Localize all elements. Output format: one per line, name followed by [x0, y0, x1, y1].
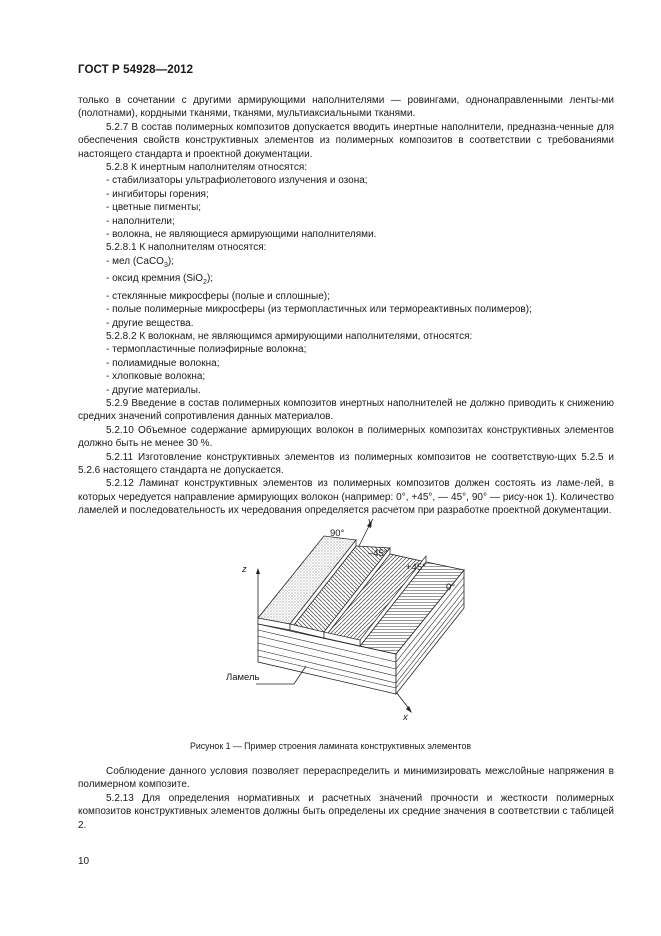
clause-5-2-8: 5.2.8 К инертным наполнителям относятся: [106, 162, 308, 174]
clause-5-2-11: 5.2.11 Изготовление конструктивных элементов из полимерных композитов не соответствую-щих 5.2.5 и 5.2.6 настоящего стандарта не допускается. [78, 451, 614, 476]
z-axis-arrow [256, 568, 260, 574]
chalk-end: ); [167, 255, 174, 267]
list-item: - другие материалы. [106, 384, 201, 396]
list-item: - цветные пигменты; [106, 202, 202, 214]
list-item: - полые полимерные микросферы (из термопластичных или термореактивных полимеров); [106, 304, 532, 316]
lamel-label: Ламель [226, 672, 260, 683]
list-item: - наполнители; [106, 215, 175, 227]
laminate-figure [210, 514, 470, 728]
angle-label-0: 0° [446, 582, 456, 593]
page-number: 10 [78, 856, 90, 867]
axis-label-x: x [403, 712, 408, 723]
list-item: - термопластичные полиэфирные волокна; [106, 344, 307, 356]
clause-5-2-12: 5.2.12 Ламинат конструктивных элементов из полимерных композитов должен состоять из ламе-лей, в которых чередуется направление армирующих волокон (например: 0°, +45°, — 45°, 90° — рису-нок 1). Количество ламелей и последовательность их чередования определяется расчетом при разработке проектной документации. [78, 478, 614, 517]
chalk-subscript: 3 [163, 261, 168, 269]
silica-subscript: 2 [203, 279, 207, 287]
list-item: - ингибиторы горения; [106, 188, 209, 200]
list-item: - волокна, не являющиеся армирующими наполнителями. [106, 229, 377, 241]
silica-end: ); [206, 273, 214, 285]
laminate-diagram [210, 514, 470, 728]
list-item: - полиамидные волокна; [106, 357, 220, 369]
list-item: - стабилизаторы ультрафиолетового излучения и озона; [106, 175, 368, 187]
silica-text: - оксид кремния (SiO [106, 273, 204, 285]
angle-label-minus45: –45° [368, 548, 388, 559]
list-item: - стеклянные микросферы (полые и сплошные); [106, 290, 330, 302]
clause-5-2-13: 5.2.13 Для определения нормативных и расчетных значений прочности и жесткости полимерных композитов конструктивных элементов должны быть определены их средние значения в соответствии с таблицей 2. [78, 792, 614, 831]
body-text-after-figure [78, 765, 614, 832]
angle-label-plus45: +45° [406, 562, 426, 573]
document-header: ГОСТ Р 54928—2012 [78, 64, 194, 76]
chalk-text: - мел (CaCO [106, 255, 164, 267]
angle-label-90: 90° [330, 528, 345, 539]
clause-5-2-7: 5.2.7 В состав полимерных композитов допускается вводить инертные наполнители, предназна-ченные для обеспечения свойств конструктивных элементов из полимерных композитов в соответствии с требованиями настоящего стандарта и проектной документации. [78, 121, 614, 160]
figure-caption: Рисунок 1 — Пример строения ламината конструктивных элементов [189, 741, 472, 751]
list-item: - другие вещества. [106, 317, 194, 329]
clause-5-2-9: 5.2.9 Введение в состав полимерных композитов инертных наполнителей не должно приводить к снижению средних значений сопротивления данных материалов. [78, 397, 614, 423]
paragraph-condition: Соблюдение данного условия позволяет перераспределить и минимизировать межслойные напряжения в полимерном композите. [78, 766, 614, 791]
paragraph-continuation: только в сочетании с другими армирующими наполнителями — ровингами, однонаправленными ленты-ми (полотнами), кордными тканями, тканями, мультиаксиальными тканями. [78, 95, 614, 120]
clause-5-2-8-1: 5.2.8.1 К наполнителям относятся: [106, 242, 267, 254]
list-item: - хлопковые волокна; [106, 371, 206, 383]
list-item-silica [78, 272, 614, 289]
clause-5-2-8-2: 5.2.8.2 К волокнам, не являющимся армирующими наполнителями, относятся: [106, 330, 473, 342]
body-text [78, 94, 614, 518]
list-item-chalk [78, 255, 614, 272]
clause-5-2-10: 5.2.10 Объемное содержание армирующих волокон в полимерных композитах конструктивных элементов должно быть не менее 30 %. [78, 424, 614, 450]
axis-label-z: z [242, 564, 247, 575]
axis-label-y: y [368, 516, 373, 527]
